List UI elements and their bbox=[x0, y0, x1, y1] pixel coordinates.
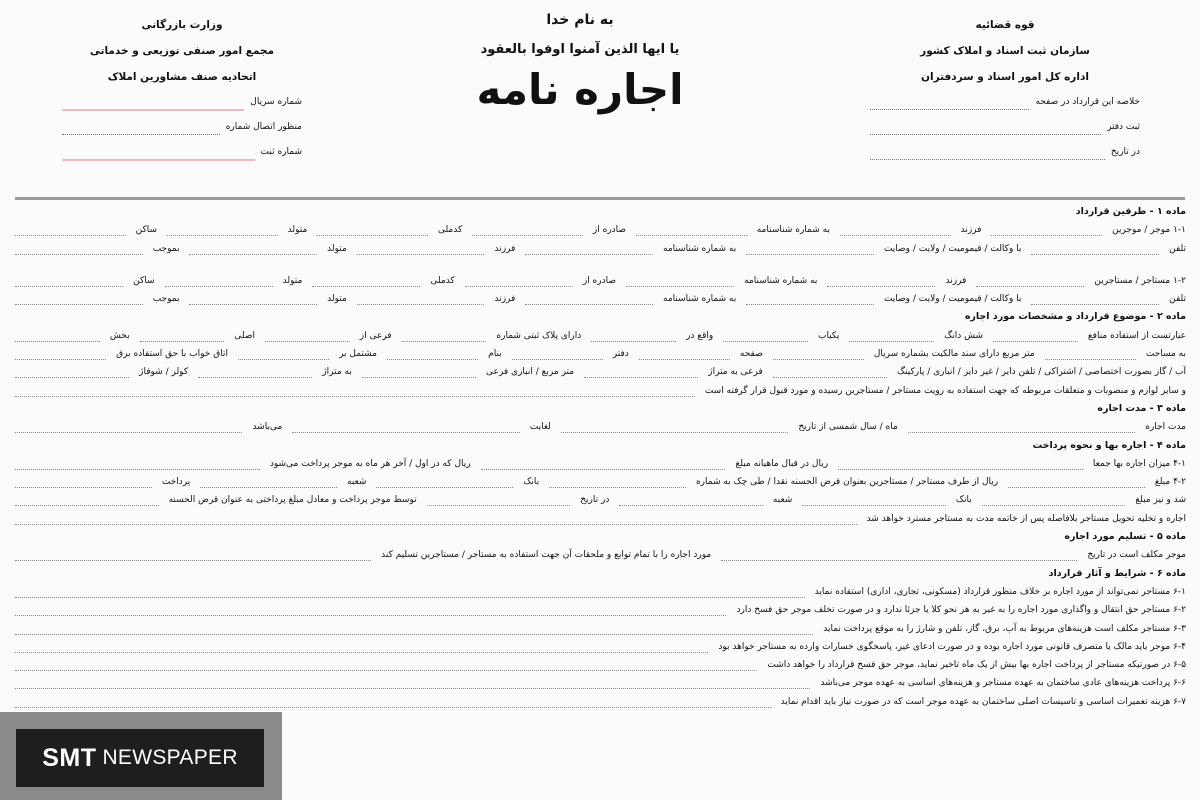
form-row bbox=[15, 272, 1186, 290]
field-label: متر مربع / انباری فرعی bbox=[486, 367, 575, 378]
form-row bbox=[15, 363, 1186, 381]
fill-in-blank[interactable] bbox=[357, 293, 485, 305]
field-label: متولد bbox=[287, 225, 308, 236]
header-divider bbox=[15, 197, 1185, 200]
field-label: اجاره و تخلیه تحویل مستاجر بلافاصله پس از خاتمه مدت به مستاجر مسترد خواهد شد bbox=[866, 513, 1186, 524]
fill-in-blank[interactable] bbox=[15, 458, 260, 470]
header-right-field: ثبت دفتر bbox=[870, 115, 1140, 140]
fill-in-blank[interactable] bbox=[15, 330, 100, 342]
watermark-banner bbox=[0, 712, 282, 800]
field-label: بخش bbox=[109, 330, 130, 341]
form-row bbox=[15, 240, 1186, 258]
form-row bbox=[15, 290, 1186, 308]
fill-in-blank[interactable] bbox=[908, 421, 1135, 433]
field-label: کدملی bbox=[430, 275, 455, 286]
form-row bbox=[15, 546, 1186, 564]
fill-in-blank[interactable] bbox=[15, 421, 242, 433]
fill-in-blank[interactable] bbox=[15, 224, 126, 236]
fill-in-blank[interactable] bbox=[827, 275, 935, 287]
field-label: ۶-۶ پرداخت هزینه‌های عادی ساختمان به عهده مستاجر و هزینه‌های اساسی به عهده موجر می‌باشد bbox=[820, 678, 1186, 689]
header-left-field: شماره سریال bbox=[62, 90, 302, 115]
header-left-field: شماره ثبت bbox=[62, 140, 302, 165]
section-heading: ماده ۳ - مدت اجاره bbox=[1097, 402, 1186, 414]
form-row bbox=[15, 510, 1186, 528]
fill-in-blank[interactable] bbox=[746, 243, 874, 255]
fill-in-blank[interactable] bbox=[165, 275, 273, 287]
fill-in-blank[interactable] bbox=[15, 243, 143, 255]
fill-in-blank[interactable] bbox=[376, 476, 513, 488]
field-label: ۴-۲ مبلغ bbox=[1154, 477, 1186, 488]
header-right-field: در تاریخ bbox=[870, 140, 1140, 165]
field-label: ماه / سال شمسی از تاریخ bbox=[798, 422, 898, 433]
field-label: فرعی به متراژ bbox=[708, 367, 763, 378]
form-row bbox=[15, 221, 1186, 239]
fill-in-blank[interactable] bbox=[189, 243, 317, 255]
fill-in-blank[interactable] bbox=[402, 330, 487, 342]
header-right-field: خلاصه این قرارداد در صفحه bbox=[870, 90, 1140, 115]
fill-in-blank[interactable] bbox=[525, 243, 653, 255]
field-label: در تاریخ bbox=[580, 495, 610, 506]
fill-in-blank[interactable] bbox=[15, 513, 857, 525]
fill-in-blank[interactable] bbox=[619, 494, 763, 506]
field-label: صفحه bbox=[739, 349, 763, 360]
field-label: می‌باشد bbox=[252, 422, 283, 433]
field-label: ۴-۱ میزان اجاره بها جمعا bbox=[1092, 458, 1186, 469]
fill-in-blank[interactable] bbox=[773, 348, 864, 360]
fill-in-blank[interactable] bbox=[1045, 348, 1136, 360]
fill-in-blank[interactable] bbox=[15, 549, 371, 561]
field-label: به مساحت bbox=[1145, 349, 1186, 360]
field-label: به شماره شناسنامه bbox=[663, 243, 737, 254]
field-label: متر مربع دارای سند مالکیت بشماره سریال bbox=[873, 349, 1035, 360]
fill-in-blank[interactable] bbox=[849, 330, 934, 342]
fill-in-blank[interactable] bbox=[317, 224, 428, 236]
fill-in-blank[interactable] bbox=[626, 275, 734, 287]
field-label: دارای پلاک ثبتی شماره bbox=[496, 330, 582, 341]
section-heading: ماده ۴ - اجاره بها و نحوه پرداخت bbox=[1032, 439, 1186, 451]
field-label: ریال از طرف مستاجر / مستاجرین بعنوان قرض الحسنه نقدا / طی چک به شماره bbox=[695, 477, 999, 488]
form-row bbox=[15, 345, 1186, 363]
field-label: بموجب bbox=[152, 243, 180, 254]
field-label: بنام bbox=[488, 349, 502, 360]
field-label: با وکالت / قیمومیت / ولایت / وصایت bbox=[883, 243, 1022, 254]
field-label: به شماره شناسنامه bbox=[744, 275, 818, 286]
field-label: صادره از bbox=[582, 275, 616, 286]
fill-in-blank[interactable] bbox=[15, 293, 143, 305]
section-heading: ماده ۱ - طرفین قرارداد bbox=[1075, 206, 1186, 217]
fill-in-blank[interactable] bbox=[723, 330, 808, 342]
section-heading: ماده ۶ - شرایط و آثار قرارداد bbox=[1048, 567, 1186, 579]
fill-in-blank[interactable] bbox=[15, 385, 695, 397]
field-label: ۶-۱ مستاجر نمی‌تواند از مورد اجاره بر خلاف منظور قرارداد (مسکونی، تجاری، اداری) استفاده نماید bbox=[814, 586, 1186, 597]
fill-in-blank[interactable] bbox=[1031, 293, 1159, 305]
field-label: بموجب bbox=[152, 294, 180, 305]
field-label: ۶-۴ موجر باید مالک یا متصرف قانونی مورد اجاره بوده و در صورت ادعای غیر، پاسخگوی خسارات وارده به مستاجر خواهد بود bbox=[718, 641, 1186, 652]
fill-in-blank[interactable] bbox=[802, 494, 946, 506]
fill-in-blank[interactable] bbox=[561, 421, 788, 433]
section-heading: ماده ۵ - تسلیم مورد اجاره bbox=[1064, 531, 1186, 543]
fill-in-blank[interactable] bbox=[292, 421, 519, 433]
field-label: صادره از bbox=[592, 225, 627, 236]
field-label: توسط موجر پرداخت و معادل مبلغ پرداختی به عنوان قرض الحسنه bbox=[168, 495, 417, 506]
fill-in-blank[interactable] bbox=[15, 623, 813, 635]
fill-in-blank[interactable] bbox=[525, 293, 653, 305]
field-label: تلفن bbox=[1169, 294, 1186, 305]
fill-in-blank[interactable] bbox=[773, 366, 887, 378]
field-label: لغایت bbox=[529, 422, 551, 433]
field-label: به شماره شناسنامه bbox=[663, 294, 737, 305]
field-label: ریال در قبال ماهیانه مبلغ bbox=[735, 458, 829, 469]
form-row bbox=[15, 491, 1186, 509]
header-right-line: سازمان ثبت اسناد و املاک کشور bbox=[920, 45, 1090, 57]
fill-in-blank[interactable] bbox=[15, 275, 123, 287]
fill-in-blank[interactable] bbox=[387, 348, 478, 360]
fill-in-blank[interactable] bbox=[189, 293, 317, 305]
field-label: دفتر bbox=[612, 349, 629, 360]
form-row bbox=[15, 418, 1186, 436]
form-row bbox=[15, 382, 1186, 400]
fill-in-blank[interactable] bbox=[591, 330, 676, 342]
header-left-block bbox=[62, 12, 302, 165]
field-label: فرزند bbox=[494, 243, 516, 254]
field-label: ساکن bbox=[135, 225, 158, 236]
fill-in-blank[interactable] bbox=[15, 677, 810, 689]
fill-in-blank[interactable] bbox=[140, 330, 225, 342]
header-left-line: مجمع امور صنفی توزیعی و خدماتی bbox=[89, 45, 275, 57]
header-right-block bbox=[870, 12, 1140, 165]
field-label: مشتمل بر bbox=[339, 349, 377, 360]
section-heading: ماده ۲ - موضوع قرارداد و مشخصات مورد اجاره bbox=[964, 311, 1186, 323]
fill-in-blank[interactable] bbox=[15, 476, 152, 488]
header-right-line: اداره کل امور اسناد و سردفتران bbox=[921, 71, 1089, 83]
field-label: به شماره شناسنامه bbox=[756, 225, 830, 236]
field-label: عبارتست از استفاده منافع bbox=[1087, 330, 1186, 341]
field-label: مورد اجاره را با تمام توابع و ملحقات آن جهت استفاده به مستاجر / مستاجرین تسلیم کند bbox=[381, 550, 712, 561]
field-label: تلفن bbox=[1169, 243, 1186, 254]
fill-in-blank[interactable] bbox=[15, 348, 106, 360]
field-label: ساکن bbox=[133, 275, 155, 286]
field-label: شعبه bbox=[347, 477, 367, 488]
field-label: ۶-۷ هزینه تعمیرات اساسی و تاسیسات اصلی ساختمان به عهده موجر است که در صورت نیاز باید اقدام نماید bbox=[780, 696, 1186, 707]
document-title: اجاره نامه bbox=[476, 65, 684, 114]
fill-in-blank[interactable] bbox=[746, 293, 874, 305]
form-row bbox=[15, 473, 1186, 491]
header-left-field: منظور اتصال شماره bbox=[62, 115, 302, 140]
fill-in-blank[interactable] bbox=[584, 366, 698, 378]
fill-in-blank[interactable] bbox=[362, 366, 476, 378]
watermark-logo bbox=[16, 729, 264, 787]
fill-in-blank[interactable] bbox=[481, 458, 726, 470]
field-label: کدملی bbox=[437, 225, 463, 236]
fill-in-blank[interactable] bbox=[15, 696, 771, 708]
field-label: به متراژ bbox=[322, 367, 352, 378]
header-center-block bbox=[430, 8, 730, 114]
field-label: کولر / شوفاژ bbox=[139, 367, 189, 378]
field-label: آب / گاز بصورت اختصاصی / اشتراکی / تلفن دایر / غیر دایر / انباری / پارکینگ bbox=[896, 367, 1186, 378]
field-label: ۶-۵ در صورتیکه مستاجر از پرداخت اجاره بها بیش از یک ماه تاخیر نماید، موجر حق فسخ قرارداد را خواهد داشت bbox=[767, 660, 1186, 671]
row-spacer bbox=[15, 258, 1186, 272]
watermark-text-smt: SMT bbox=[42, 743, 97, 772]
field-label: فرعی از bbox=[359, 330, 392, 341]
form-row bbox=[15, 638, 1186, 656]
header-left-line: وزارت بازرگانی bbox=[141, 19, 223, 31]
document-body bbox=[15, 203, 1186, 711]
fill-in-blank[interactable] bbox=[265, 330, 350, 342]
fill-in-blank[interactable] bbox=[198, 366, 312, 378]
fill-in-blank[interactable] bbox=[1031, 243, 1159, 255]
header-left-line: اتحادیه صنف مشاورین املاک bbox=[107, 71, 257, 83]
field-label: اتاق خواب با حق استفاده برق bbox=[116, 349, 228, 360]
verse: یا ایها الذین آمنوا اوفوا بالعقود bbox=[480, 42, 680, 57]
fill-in-blank[interactable] bbox=[991, 224, 1102, 236]
fill-in-blank[interactable] bbox=[427, 494, 571, 506]
fill-in-blank[interactable] bbox=[15, 641, 708, 653]
form-row bbox=[15, 601, 1186, 619]
form-row bbox=[15, 674, 1186, 692]
field-label: مدت اجاره bbox=[1145, 422, 1186, 433]
field-label: ریال که در اول / آخر هر ماه به موجر پرداخت می‌شود bbox=[269, 458, 471, 469]
fill-in-blank[interactable] bbox=[15, 494, 159, 506]
field-label: واقع در bbox=[686, 330, 714, 341]
field-label: یکباب bbox=[817, 330, 840, 341]
field-label: اصلی bbox=[234, 330, 255, 341]
fill-in-blank[interactable] bbox=[167, 224, 278, 236]
fill-in-blank[interactable] bbox=[993, 330, 1078, 342]
fill-in-blank[interactable] bbox=[312, 275, 420, 287]
fill-in-blank[interactable] bbox=[1008, 476, 1145, 488]
form-row bbox=[15, 620, 1186, 638]
field-label: پرداخت bbox=[161, 477, 191, 488]
fill-in-blank[interactable] bbox=[238, 348, 329, 360]
fill-in-blank[interactable] bbox=[465, 275, 573, 287]
form-row bbox=[15, 656, 1186, 674]
field-label: فرزند bbox=[960, 225, 982, 236]
field-label: بانک bbox=[955, 495, 972, 506]
field-label: فرزند bbox=[945, 275, 967, 286]
watermark-text-newspaper: NEWSPAPER bbox=[102, 746, 238, 769]
fill-in-blank[interactable] bbox=[982, 494, 1126, 506]
form-row bbox=[15, 693, 1186, 711]
fill-in-blank[interactable] bbox=[472, 224, 583, 236]
field-label: متولد bbox=[327, 243, 347, 254]
field-label: ۶-۳ مستاجر مکلف است هزینه‌های مربوط به آب، برق، گاز، تلفن و شارژ را به موقع پرداخت نماید bbox=[823, 623, 1186, 634]
bismillah: به نام خدا bbox=[546, 12, 614, 28]
fill-in-blank[interactable] bbox=[639, 348, 730, 360]
field-label: فرزند bbox=[494, 294, 516, 305]
form-row bbox=[15, 455, 1186, 473]
field-label: شعبه bbox=[772, 495, 793, 506]
field-label: شد و نیز مبلغ bbox=[1135, 495, 1186, 506]
field-label: متولد bbox=[282, 275, 303, 286]
fill-in-blank[interactable] bbox=[15, 659, 757, 671]
field-label: ۱-۱ موجر / موجرین bbox=[1112, 225, 1186, 236]
fill-in-blank[interactable] bbox=[512, 348, 603, 360]
header-right-line: قوه قضائیه bbox=[975, 19, 1035, 31]
field-label: بانک bbox=[523, 477, 540, 488]
field-label: و سایر لوازم و منصوبات و متعلقات مربوطه که جهت استفاده به رویت مستاجر / مستاجرین رسیده و مورد قبول قرار گرفته است bbox=[704, 385, 1186, 396]
fill-in-blank[interactable] bbox=[357, 243, 485, 255]
field-label: شش دانگ bbox=[944, 330, 984, 341]
form-row bbox=[15, 583, 1186, 601]
field-label: ۶-۲ مستاجر حق انتقال و واگذاری مورد اجاره را به غیر به هر نحو کلا یا جزئا ندارد و در صورت تخلف موجر حق فسخ دارد bbox=[736, 605, 1186, 616]
fill-in-blank[interactable] bbox=[976, 275, 1084, 287]
field-label: متولد bbox=[327, 294, 347, 305]
fill-in-blank[interactable] bbox=[200, 476, 337, 488]
fill-in-blank[interactable] bbox=[721, 549, 1077, 561]
fill-in-blank[interactable] bbox=[840, 224, 951, 236]
field-label: با وکالت / قیمومیت / ولایت / وصایت bbox=[883, 294, 1022, 305]
fill-in-blank[interactable] bbox=[636, 224, 747, 236]
fill-in-blank[interactable] bbox=[838, 458, 1083, 470]
fill-in-blank[interactable] bbox=[549, 476, 686, 488]
form-row bbox=[15, 327, 1186, 345]
fill-in-blank[interactable] bbox=[15, 586, 805, 598]
field-label: موجر مکلف است در تاریخ bbox=[1087, 550, 1186, 561]
field-label: ۱-۲ مستاجر / مستاجرین bbox=[1094, 275, 1186, 286]
fill-in-blank[interactable] bbox=[15, 604, 726, 616]
fill-in-blank[interactable] bbox=[15, 366, 129, 378]
